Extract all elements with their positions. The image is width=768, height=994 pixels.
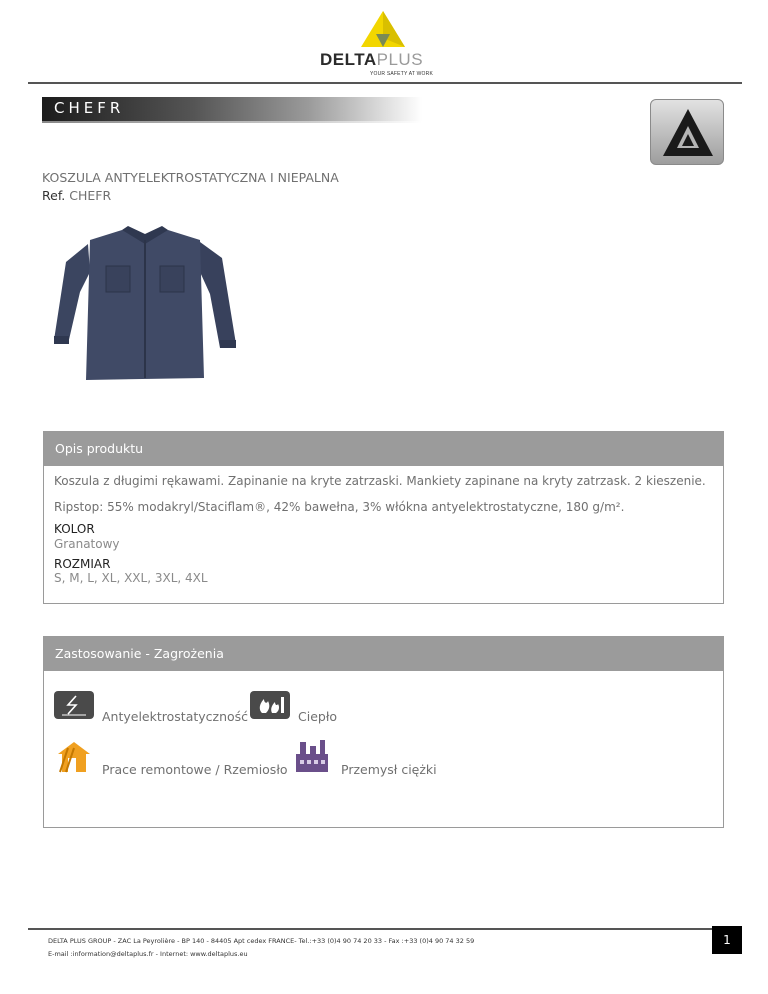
color-label: KOLOR <box>54 522 95 536</box>
usage-item-antistatic: Antyelektrostatyczność <box>102 709 249 724</box>
page-number: 1 <box>712 926 742 954</box>
page-title: CHEFR <box>54 99 125 117</box>
antistatic-icon <box>54 691 94 719</box>
delta-badge-icon <box>650 99 724 165</box>
description-heading: Opis produktu <box>44 432 723 466</box>
usage-item-renovation: Prace remontowe / Rzemiosło <box>102 762 288 777</box>
logo-wordmark: DELTAPLUS <box>320 50 424 69</box>
size-label: ROZMIAR <box>54 557 111 571</box>
ref-value: CHEFR <box>69 188 112 203</box>
heat-icon <box>250 691 290 719</box>
description-line-2: Ripstop: 55% modakryl/Staciflam®, 42% bawełna, 3% włókna antyelektrostatyczne, 180 g/m². <box>54 500 625 514</box>
usage-item-heat: Ciepło <box>298 709 338 724</box>
title-banner-rule <box>42 121 422 123</box>
color-value: Granatowy <box>54 537 120 551</box>
bottom-divider <box>28 928 742 930</box>
product-ref <box>42 188 111 203</box>
usage-hazards-panel <box>43 636 724 828</box>
logo-triangle-icon <box>360 10 406 48</box>
usage-heading: Zastosowanie - Zagrożenia <box>44 637 723 671</box>
footer-contact: E-mail :information@deltaplus.fr - Internet: www.deltaplus.eu <box>48 950 248 958</box>
shirt-product-image <box>50 222 240 384</box>
description-line-1: Koszula z długimi rękawami. Zapinanie na kryte zatrzaski. Mankiety zapinane na kryty zatrzask. 2 kieszenie. <box>54 474 706 488</box>
top-divider <box>28 82 742 84</box>
logo-tagline: YOUR SAFETY AT WORK <box>370 71 433 77</box>
ref-label: Ref. <box>42 188 66 203</box>
footer-address: DELTA PLUS GROUP - ZAC La Peyrolière - BP 140 - 84405 Apt cedex FRANCE- Tel.:+33 (0)4 90 74 20 33 - Fax :+33 (0)4 90 74 32 59 <box>48 937 475 945</box>
delta-plus-logo <box>318 10 450 77</box>
heavy-industry-icon <box>292 738 332 774</box>
usage-item-heavy-industry: Przemysł ciężki <box>341 762 437 777</box>
product-name: KOSZULA ANTYELEKTROSTATYCZNA I NIEPALNA <box>42 170 339 185</box>
renovation-icon <box>54 738 94 774</box>
size-value: S, M, L, XL, XXL, 3XL, 4XL <box>54 571 208 585</box>
